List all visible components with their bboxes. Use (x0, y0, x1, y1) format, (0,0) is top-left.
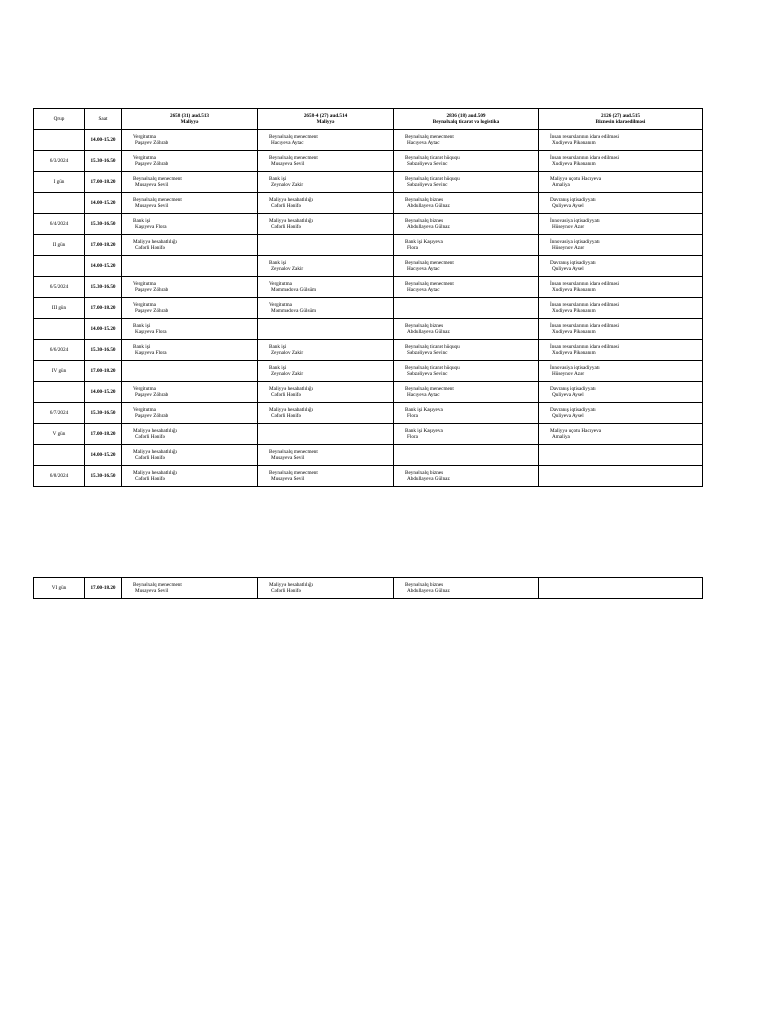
course-cell (394, 235, 539, 256)
course-cell (122, 214, 258, 235)
header-col-b-line1: 2658-4 (27) aud.514 (303, 113, 348, 119)
time-cell: 14.00-15.20 (85, 130, 122, 151)
table-row (34, 172, 703, 193)
group-cell (34, 256, 85, 277)
course-cell (122, 578, 258, 599)
course-name: Maliyyə hesabatlılığı (269, 218, 313, 224)
course-cell (122, 277, 258, 298)
course-cell (258, 277, 394, 298)
course-cell (539, 235, 703, 256)
course-cell (394, 256, 539, 277)
teacher-name: Səbzəliyeva Sevinc (407, 371, 448, 377)
table-row (34, 445, 703, 466)
course-name: Maliyyə hesabatlılığı (269, 386, 313, 392)
course-cell (258, 445, 394, 466)
course-cell (394, 382, 539, 403)
table-row (34, 382, 703, 403)
course-name: İnsan resurslarının idarə edilməsi (550, 302, 620, 308)
teacher-name: Paşayev Zöhrab (135, 140, 169, 146)
teacher-name: Cəfərli Hənifə (271, 588, 301, 594)
course-name: Maliyyə hesabatlılığı (133, 470, 177, 476)
course-cell (539, 172, 703, 193)
header-col-a-line1: 2658 (31) aud.513 (169, 113, 210, 119)
course-name: Vergitutma (269, 281, 292, 287)
course-cell (258, 578, 394, 599)
course-cell (258, 172, 394, 193)
course-name: Beynəlxalq menecment (405, 134, 454, 140)
course-name: Vergitutma (133, 281, 156, 287)
teacher-name: Səbzəliyeva Sevinc (407, 182, 448, 188)
time-cell: 15.30-16.50 (85, 340, 122, 361)
teacher-name: Zeynalov Zakir (271, 266, 304, 272)
teacher-name: Abdullayeva Gülnaz (407, 476, 450, 482)
course-cell (394, 466, 539, 487)
time-cell: 15.30-16.50 (85, 403, 122, 424)
group-cell (34, 319, 85, 340)
course-name: Beynəlxalq ticarət hüququ (405, 365, 460, 371)
course-cell (539, 445, 703, 466)
header-col-a-line2: Maliyyə (180, 119, 199, 125)
group-cell (34, 445, 85, 466)
teacher-name: Flora (407, 434, 418, 440)
course-cell (122, 340, 258, 361)
teacher-name: Hacıyeva Aytac (407, 392, 440, 398)
time-cell: 14.00-15.20 (85, 319, 122, 340)
course-cell (258, 151, 394, 172)
course-name: Vergitutma (133, 155, 156, 161)
teacher-name: Cəfərli Hənifə (271, 413, 301, 419)
teacher-name: Cəfərli Hənifə (271, 224, 301, 230)
teacher-name: Hüseynov Azər (552, 371, 585, 377)
teacher-name: Hacıyeva Aytac (407, 140, 440, 146)
course-name: Bank işi (269, 260, 287, 266)
course-name: İnsan resurslarının idarə edilməsi (550, 344, 620, 350)
course-cell (539, 151, 703, 172)
course-cell (394, 340, 539, 361)
course-cell (539, 277, 703, 298)
teacher-name: Cəfərli Hənifə (271, 392, 301, 398)
course-name: Beynəlxalq menecment (405, 260, 454, 266)
group-cell: VI gün (34, 578, 85, 599)
course-cell (539, 319, 703, 340)
teacher-name: Flora (407, 413, 418, 419)
time-cell: 14.00-15.20 (85, 382, 122, 403)
table-row (34, 319, 703, 340)
group-cell: V gün (34, 424, 85, 445)
course-cell (122, 298, 258, 319)
group-cell: 6/3/2024 (34, 151, 85, 172)
course-name: Bank işi Kaşıyeva (405, 239, 443, 245)
teacher-name: Kaşıyeva Flora (135, 350, 167, 356)
teacher-name: Hacıyeva Aytac (407, 287, 440, 293)
teacher-name: Quliyeva Aysel (552, 413, 584, 419)
course-name: Davranış iqtisadiyyatı (550, 386, 596, 392)
course-cell (539, 361, 703, 382)
course-name: İnsan resurslarının idarə edilməsi (550, 323, 620, 329)
course-cell (394, 214, 539, 235)
teacher-name: Xudiyeva Pikənanım (552, 329, 596, 335)
teacher-name: Səbzəliyeva Sevinc (407, 350, 448, 356)
course-cell (394, 424, 539, 445)
course-cell (539, 403, 703, 424)
teacher-name: Cəfərli Hənifə (135, 455, 165, 461)
course-name: Maliyyə uçotu Hacıyeva (550, 428, 601, 434)
course-name: Vergitutma (133, 407, 156, 413)
course-cell (258, 340, 394, 361)
time-cell: 14.00-15.20 (85, 445, 122, 466)
course-cell (394, 193, 539, 214)
course-cell (122, 172, 258, 193)
teacher-name: Amaliya (552, 434, 570, 440)
course-cell (258, 466, 394, 487)
course-name: Bank işi (133, 218, 151, 224)
header-col-b-line2: Maliyyə (316, 119, 335, 125)
teacher-name: Amaliya (552, 182, 570, 188)
course-cell (539, 214, 703, 235)
course-name: Vergitutma (269, 302, 292, 308)
course-name: Bank işi Kaşıyeva (405, 428, 443, 434)
group-cell: 6/7/2024 (34, 403, 85, 424)
course-name: Beynəlxalq menecment (133, 582, 182, 588)
course-name: Davranış iqtisadiyyatı (550, 260, 596, 266)
course-name: Bank işi (269, 344, 287, 350)
time-cell: 14.00-15.20 (85, 193, 122, 214)
table-row (34, 424, 703, 445)
table-row (34, 151, 703, 172)
time-cell: 15.30-16.50 (85, 214, 122, 235)
course-cell (394, 130, 539, 151)
course-cell (394, 172, 539, 193)
course-cell (539, 256, 703, 277)
table-row (34, 361, 703, 382)
header-group: Qrup (34, 109, 85, 130)
header-col-b (258, 109, 394, 130)
course-name: Beynəlxalq menecment (269, 470, 318, 476)
course-name: Bank işi (269, 176, 287, 182)
course-name: İnnovasiya iqtisadiyyatı (550, 218, 600, 224)
course-name: İnsan resurslarının idarə edilməsi (550, 155, 620, 161)
teacher-name: Xudiyeva Pikənanım (552, 140, 596, 146)
group-cell: II gün (34, 235, 85, 256)
teacher-name: Quliyeva Aysel (552, 392, 584, 398)
course-cell (539, 382, 703, 403)
time-cell: 14.00-15.20 (85, 256, 122, 277)
course-name: Bank işi Kaşıyeva (405, 407, 443, 413)
course-cell (539, 193, 703, 214)
course-cell (258, 256, 394, 277)
teacher-name: Məmmədova Gülsüm (271, 308, 317, 314)
table-row (34, 340, 703, 361)
course-name: Beynəlxalq ticarət hüququ (405, 344, 460, 350)
course-name: Beynəlxalq biznes (405, 218, 444, 224)
teacher-name: Musayeva Sevil (135, 182, 169, 188)
course-name: Maliyyə hesabatlılığı (133, 239, 177, 245)
course-cell (122, 193, 258, 214)
course-name: Maliyyə hesabatlılığı (133, 428, 177, 434)
course-name: Beynəlxalq menecment (269, 134, 318, 140)
time-cell: 15.30-16.50 (85, 466, 122, 487)
course-cell (258, 298, 394, 319)
teacher-name: Abdullayeva Gülnaz (407, 588, 450, 594)
table-row (34, 256, 703, 277)
course-name: Maliyyə hesabatlılığı (269, 197, 313, 203)
header-col-c (394, 109, 539, 130)
course-name: Davranış iqtisadiyyatı (550, 197, 596, 203)
table-row (34, 403, 703, 424)
course-name: İnsan resurslarının idarə edilməsi (550, 134, 620, 140)
teacher-name: Xudiyeva Pikənanım (552, 350, 596, 356)
teacher-name: Paşayev Zöhrab (135, 287, 169, 293)
teacher-name: Musayeva Sevil (135, 588, 169, 594)
course-cell (539, 466, 703, 487)
teacher-name: Abdullayeva Gülnaz (407, 329, 450, 335)
course-cell (122, 319, 258, 340)
time-cell: 17.00-18.20 (85, 424, 122, 445)
teacher-name: Zeynalov Zakir (271, 182, 304, 188)
teacher-name: Musayeva Sevil (135, 203, 169, 209)
course-name: Beynəlxalq biznes (405, 323, 444, 329)
teacher-name: Paşayev Zöhrab (135, 161, 169, 167)
teacher-name: Cəfərli Hənifə (135, 245, 165, 251)
course-name: Vergitutma (133, 386, 156, 392)
group-cell: 6/5/2024 (34, 277, 85, 298)
teacher-name: Cəfərli Hənifə (135, 476, 165, 482)
header-col-c-line1: 2836 (18) aud.509 (446, 113, 486, 119)
course-cell (122, 130, 258, 151)
teacher-name: Zeynalov Zakir (271, 371, 304, 377)
teacher-name: Xudiyeva Pikənanım (552, 308, 596, 314)
course-cell (394, 403, 539, 424)
course-cell (394, 319, 539, 340)
teacher-name: Musayeva Sevil (271, 161, 305, 167)
teacher-name: Xudiyeva Pikənanım (552, 161, 596, 167)
course-cell (539, 424, 703, 445)
teacher-name: Abdullayeva Gülnaz (407, 224, 450, 230)
course-cell (258, 403, 394, 424)
course-cell (539, 340, 703, 361)
teacher-name: Kaşıyeva Flora (135, 329, 167, 335)
header-col-d (539, 109, 703, 130)
time-cell: 17.00-18.20 (85, 172, 122, 193)
course-name: Beynəlxalq menecment (405, 386, 454, 392)
course-cell (258, 193, 394, 214)
table-row (34, 235, 703, 256)
table-row (34, 578, 703, 599)
course-name: İnnovasiya iqtisadiyyatı (550, 239, 600, 245)
course-cell (258, 361, 394, 382)
course-cell (394, 361, 539, 382)
teacher-name: Cəfərli Hənifə (271, 203, 301, 209)
schedule-table-continued (33, 577, 703, 599)
course-name: Beynəlxalq biznes (405, 470, 444, 476)
course-cell (258, 235, 394, 256)
teacher-name: Hüseynov Azər (552, 224, 585, 230)
course-cell (122, 256, 258, 277)
time-cell: 15.30-16.50 (85, 277, 122, 298)
group-cell: I gün (34, 172, 85, 193)
header-col-d-line2: Biznesin idarəedilməsi (595, 119, 646, 125)
course-cell (122, 445, 258, 466)
course-name: Maliyyə hesabatlılığı (269, 582, 313, 588)
course-name: Beynəlxalq menecment (133, 176, 182, 182)
group-cell: III gün (34, 298, 85, 319)
teacher-name: Musayeva Sevil (271, 455, 305, 461)
course-cell (258, 130, 394, 151)
table-row (34, 130, 703, 151)
group-cell (34, 130, 85, 151)
course-name: Vergitutma (133, 134, 156, 140)
course-name: Maliyyə hesabatlılığı (269, 407, 313, 413)
course-cell (258, 214, 394, 235)
course-cell (394, 151, 539, 172)
course-name: Bank işi (133, 344, 151, 350)
course-name: Beynəlxalq menecment (133, 197, 182, 203)
teacher-name: Xudiyeva Pikənanım (552, 287, 596, 293)
course-cell (258, 319, 394, 340)
group-cell: 6/4/2024 (34, 214, 85, 235)
header-col-a (122, 109, 258, 130)
teacher-name: Paşayev Zöhrab (135, 413, 169, 419)
header-row (34, 109, 703, 130)
schedule-table (33, 108, 703, 487)
course-cell (258, 424, 394, 445)
course-cell (122, 382, 258, 403)
course-name: Beynəlxalq biznes (405, 582, 444, 588)
course-name: Bank işi (269, 365, 287, 371)
time-cell: 17.00-18.20 (85, 578, 122, 599)
teacher-name: Abdullayeva Gülnaz (407, 203, 450, 209)
course-cell (122, 235, 258, 256)
time-cell: 17.00-18.20 (85, 298, 122, 319)
teacher-name: Quliyeva Aysel (552, 203, 584, 209)
table-row (34, 277, 703, 298)
table-row (34, 466, 703, 487)
course-cell (394, 445, 539, 466)
header-col-d-line1: 2126 (27) aud.515 (600, 113, 641, 119)
time-cell: 17.00-18.20 (85, 235, 122, 256)
course-name: Vergitutma (133, 302, 156, 308)
course-name: Maliyyə hesabatlılığı (133, 449, 177, 455)
course-name: Beynəlxalq menecment (269, 449, 318, 455)
course-name: İnsan resurslarının idarə edilməsi (550, 281, 620, 287)
course-cell (539, 298, 703, 319)
course-cell (394, 277, 539, 298)
course-name: Beynəlxalq ticarət hüququ (405, 176, 460, 182)
teacher-name: Quliyeva Aysel (552, 266, 584, 272)
course-cell (258, 382, 394, 403)
teacher-name: Paşayev Zöhrab (135, 392, 169, 398)
teacher-name: Hacıyeva Aytac (407, 266, 440, 272)
group-cell: IV gün (34, 361, 85, 382)
teacher-name: Paşayev Zöhrab (135, 308, 169, 314)
header-time: Saat (85, 109, 122, 130)
group-cell: 6/6/2024 (34, 340, 85, 361)
group-cell (34, 193, 85, 214)
course-cell (539, 578, 703, 599)
course-name: Beynəlxalq ticarət hüququ (405, 155, 460, 161)
course-cell (539, 130, 703, 151)
course-cell (122, 424, 258, 445)
course-cell (122, 466, 258, 487)
teacher-name: Cəfərli Hənifə (135, 434, 165, 440)
group-cell: 6/8/2024 (34, 466, 85, 487)
teacher-name: Zeynalov Zakir (271, 350, 304, 356)
course-cell (122, 361, 258, 382)
teacher-name: Musayeva Sevil (271, 476, 305, 482)
course-cell (122, 151, 258, 172)
group-cell (34, 382, 85, 403)
teacher-name: Kaşıyeva Flora (135, 224, 167, 230)
table-row (34, 298, 703, 319)
course-name: Beynəlxalq biznes (405, 197, 444, 203)
teacher-name: Hacıyeva Aytac (271, 140, 304, 146)
course-name: Davranış iqtisadiyyatı (550, 407, 596, 413)
course-name: Bank işi (133, 323, 151, 329)
course-cell (122, 403, 258, 424)
table-row (34, 193, 703, 214)
course-name: Maliyyə uçotu Hacıyeva (550, 176, 601, 182)
course-name: Beynəlxalq menecment (269, 155, 318, 161)
teacher-name: Səbzəliyeva Sevinc (407, 161, 448, 167)
teacher-name: Flora (407, 245, 418, 251)
course-cell (394, 298, 539, 319)
course-name: İnnovasiya iqtisadiyyatı (550, 365, 600, 371)
header-col-c-line2: Beynəlxalq ticarət və logistika (432, 119, 500, 125)
time-cell: 17.00-18.20 (85, 361, 122, 382)
table-row (34, 214, 703, 235)
teacher-name: Məmmədova Gülsüm (271, 287, 317, 293)
time-cell: 15.30-16.50 (85, 151, 122, 172)
course-cell (394, 578, 539, 599)
teacher-name: Hüseynov Azər (552, 245, 585, 251)
course-name: Beynəlxalq menecment (405, 281, 454, 287)
